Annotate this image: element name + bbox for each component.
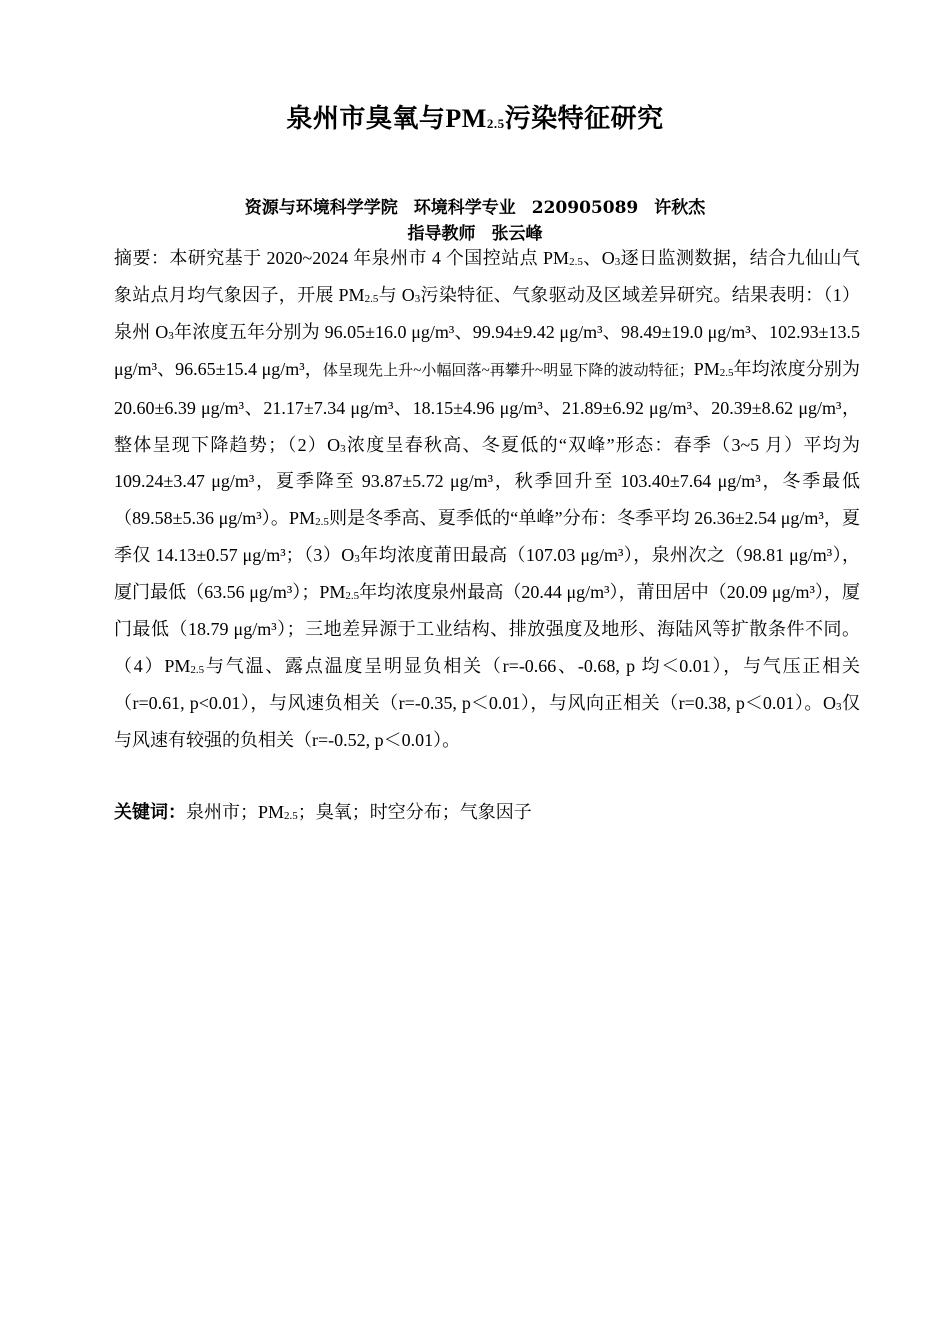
subscript: 3 <box>340 442 346 455</box>
title-pm-subscript: 2.5 <box>486 116 505 131</box>
abstract-text: 年均浓度莆田最高（107.03 μg/m³），泉州次之（98.81 μg/m³），厦门最低（63.56 μg/m³）；PM <box>114 545 860 603</box>
subscript: 2.5 <box>569 256 583 268</box>
abstract-text: 浓度呈春秋高、冬夏低的“双峰”形态：春季（3~5 月）平均为 109.24±3.47 μg/m³，夏季降至 93.87±5.72 μg/m³，秋季回升至 103.40±7.64 μg/m³，冬季最低（89.58±5.36 μg/m³）。PM <box>114 434 861 529</box>
subscript: 3 <box>414 292 421 305</box>
title-suffix: 污染特征研究 <box>504 104 664 134</box>
abstract-paragraph <box>114 240 860 759</box>
subscript: 3 <box>168 329 174 342</box>
student-id: 220905089 <box>531 198 639 218</box>
advisor-label: 指导教师 <box>407 224 476 244</box>
subscript: 3 <box>354 553 360 566</box>
abstract-text-small: 体呈现先上升~小幅回落~再攀升~明显下降的波动特征； <box>322 362 694 379</box>
author-name: 许秋杰 <box>654 198 706 218</box>
keyword-item: 泉州市； <box>186 802 258 823</box>
page-title <box>0 98 950 135</box>
subscript: 3 <box>614 256 621 268</box>
abstract-text: 与 O <box>378 284 415 305</box>
abstract-text: 与气温、露点温度呈明显负相关（r=-0.66、-0.68, p 均＜0.01），与气压正相关（r=0.61, p<0.01），与风速负相关（r=-0.35, p＜0.01），与风向正相关（r=0.38, p＜0.01）。O <box>114 655 860 713</box>
advisor-name: 张云峰 <box>491 224 543 244</box>
subscript: 2.5 <box>315 516 329 529</box>
abstract-text: 、O <box>582 248 615 268</box>
abstract-text: 逐日监测数据，结合九仙山气象站点月均气象因子，开展 PM <box>114 248 860 305</box>
subscript: 2.5 <box>364 292 379 305</box>
title-prefix: 泉州市臭氧与 <box>286 104 446 134</box>
college-name: 资源与环境科学学院 <box>244 198 398 218</box>
keywords-line <box>114 798 532 824</box>
subscript: 3 <box>835 700 842 713</box>
keywords-label: 关键词： <box>114 802 186 823</box>
abstract-text: 年浓度五年分别为 96.05±16.0 μg/m³、99.94±9.42 μg/m³、98.49±19.0 μg/m³、102.93±13.5 μg/m³、96.65±15.4 μg/m³， <box>114 321 860 379</box>
abstract-text: 污染特征、气象驱动及区域差异研究。结果表明：（1）泉州 O <box>114 284 861 342</box>
keyword-item <box>258 802 298 823</box>
abstract-text: 仅与风速有较强的负相关（r=-0.52, p＜0.01）。 <box>114 692 860 750</box>
author-info-line <box>0 193 950 218</box>
abstract-text: 年均浓度分别为 20.60±6.39 μg/m³、21.17±7.34 μg/m³、18.15±4.96 μg/m³、21.89±6.92 μg/m³、20.39±8.62 μg/m³，整体呈现下降趋势；（2）O <box>114 358 860 455</box>
abstract-text: 则是冬季高、夏季低的“单峰”分布：冬季平均 26.36±2.54 μg/m³，夏季仅 14.13±0.57 μg/m³；（3）O <box>114 508 860 566</box>
subscript: 2.5 <box>345 590 360 603</box>
subscript: 2.5 <box>284 810 298 822</box>
keyword-pm: PM <box>258 802 285 822</box>
title-pm: PM <box>445 104 487 133</box>
keyword-item: ；臭氧；时空分布；气象因子 <box>297 802 532 823</box>
subscript: 2.5 <box>719 366 734 379</box>
abstract-text: 摘要：本研究基于 2020~2024 年泉州市 4 个国控站点 PM <box>114 248 570 268</box>
abstract-text: 年均浓度泉州最高（20.44 μg/m³），莆田居中（20.09 μg/m³），厦门最低（18.79 μg/m³）；三地差异源于工业结构、排放强度及地形、海陆风等扩散条件不同。（4）PM <box>114 582 860 676</box>
major-name: 环境科学专业 <box>413 198 516 218</box>
abstract-text: PM <box>693 358 720 379</box>
subscript: 2.5 <box>190 663 205 676</box>
